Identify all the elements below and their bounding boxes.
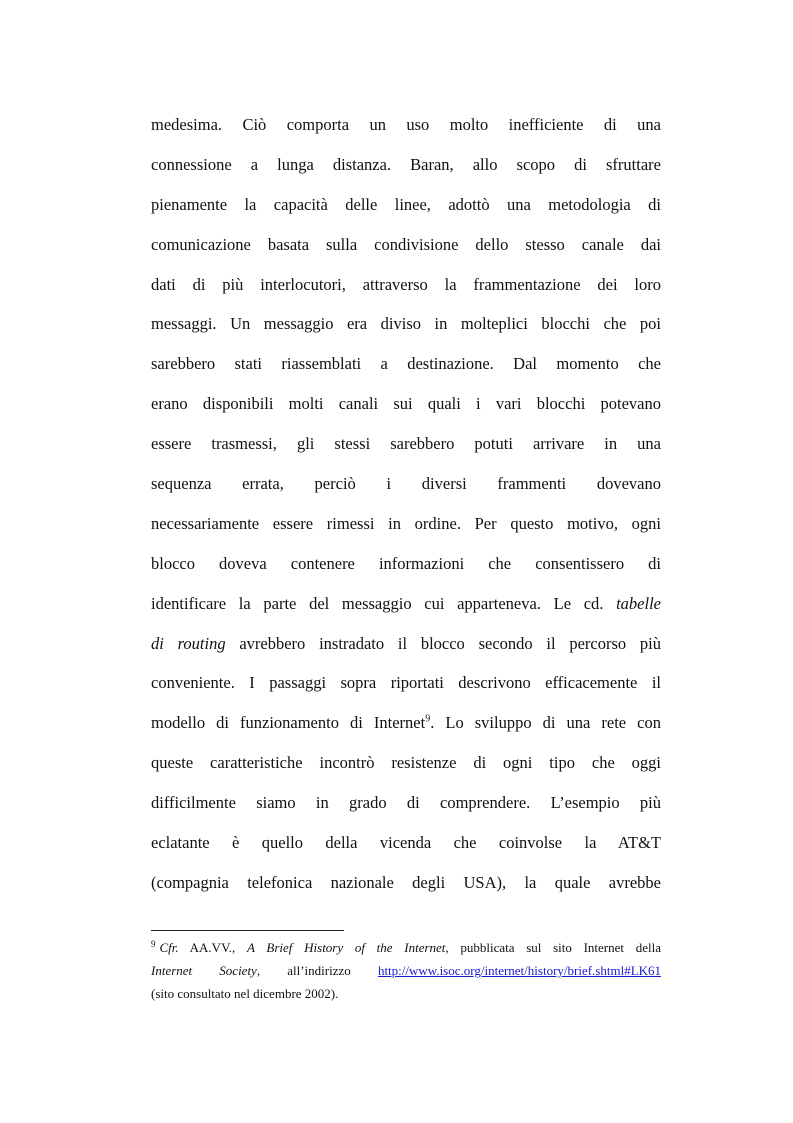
text-line: comunicazione basata sulla condivisione dello stesso canale dai [151,234,661,254]
text-line: medesima. Ciò comporta un uso molto inefficiente di una [151,115,661,134]
text-line: queste caratteristiche incontrò resistenze di ogni tipo che oggi [151,753,661,773]
footnote-line [151,936,661,959]
text-segment: modello di funzionamento di Internet [151,713,426,733]
footnote-reference[interactable]: 9 [425,713,431,725]
text-line [151,585,661,625]
text-segment: identificare la parte del messaggio cui apparteneva. Le cd. [151,593,604,613]
italic-term: di routing [151,633,226,653]
text-line: (compagnia telefonica nazionale degli USA), la quale avrebbe [151,872,661,892]
text-line: messaggi. Un messaggio era diviso in molteplici blocchi che poi [151,314,661,334]
text-line: pienamente la capacità delle linee, adottò una metodologia di [151,194,661,214]
text-line [151,704,661,744]
text-line: necessariamente essere rimessi in ordine. Per questo motivo, ogni [151,513,661,533]
text-line: essere trasmessi, gli stessi sarebbero potuti arrivare in una [151,434,661,454]
footnote-title: A Brief History of the Internet [247,940,446,955]
text-line: eclatante è quello della vicenda che coinvolse la AT&T [151,833,661,853]
footnote-url-link[interactable]: http://www.isoc.org/internet/history/brief.shtml#LK61 [377,963,662,978]
text-line: conveniente. I passaggi sopra riportati descrivono efficacemente il [151,673,661,693]
text-line: sarebbero stati riassemblati a destinazione. Dal momento che [151,354,661,374]
text-line: difficilmente siamo in grado di comprendere. L’esempio più [151,793,661,813]
text-segment: avrebbero instradato il blocco secondo il percorso più [239,633,661,653]
footnote-text: , pubblicata sul sito Internet della [445,940,661,955]
text-segment: . Lo sviluppo di una rete con [430,713,661,733]
body-text [151,106,661,904]
text-line: dati di più interlocutori, attraverso la frammentazione dei loro [151,274,661,294]
footnote-authors: AA.VV., [189,940,236,955]
footnote-text: , all’indirizzo [256,963,351,978]
text-line: connessione a lunga distanza. Baran, allo scopo di sfruttare [151,154,661,174]
footnote-number: 9 [151,938,156,949]
footnote-line [151,959,661,982]
footnote-cfr: Cfr. [159,940,179,955]
footnote-divider [151,930,344,931]
text-line: sequenza errata, perciò i diversi frammenti dovevano [151,474,661,494]
text-line: blocco doveva contenere informazioni che consentissero di [151,553,661,573]
footnote [151,936,661,1005]
text-line [151,625,661,665]
footnote-line: (sito consultato nel dicembre 2002). [151,986,339,1001]
text-line: erano disponibili molti canali sui quali i vari blocchi potevano [151,394,661,414]
footnote-society: Internet Society [151,963,257,978]
italic-term: tabelle [616,593,661,613]
